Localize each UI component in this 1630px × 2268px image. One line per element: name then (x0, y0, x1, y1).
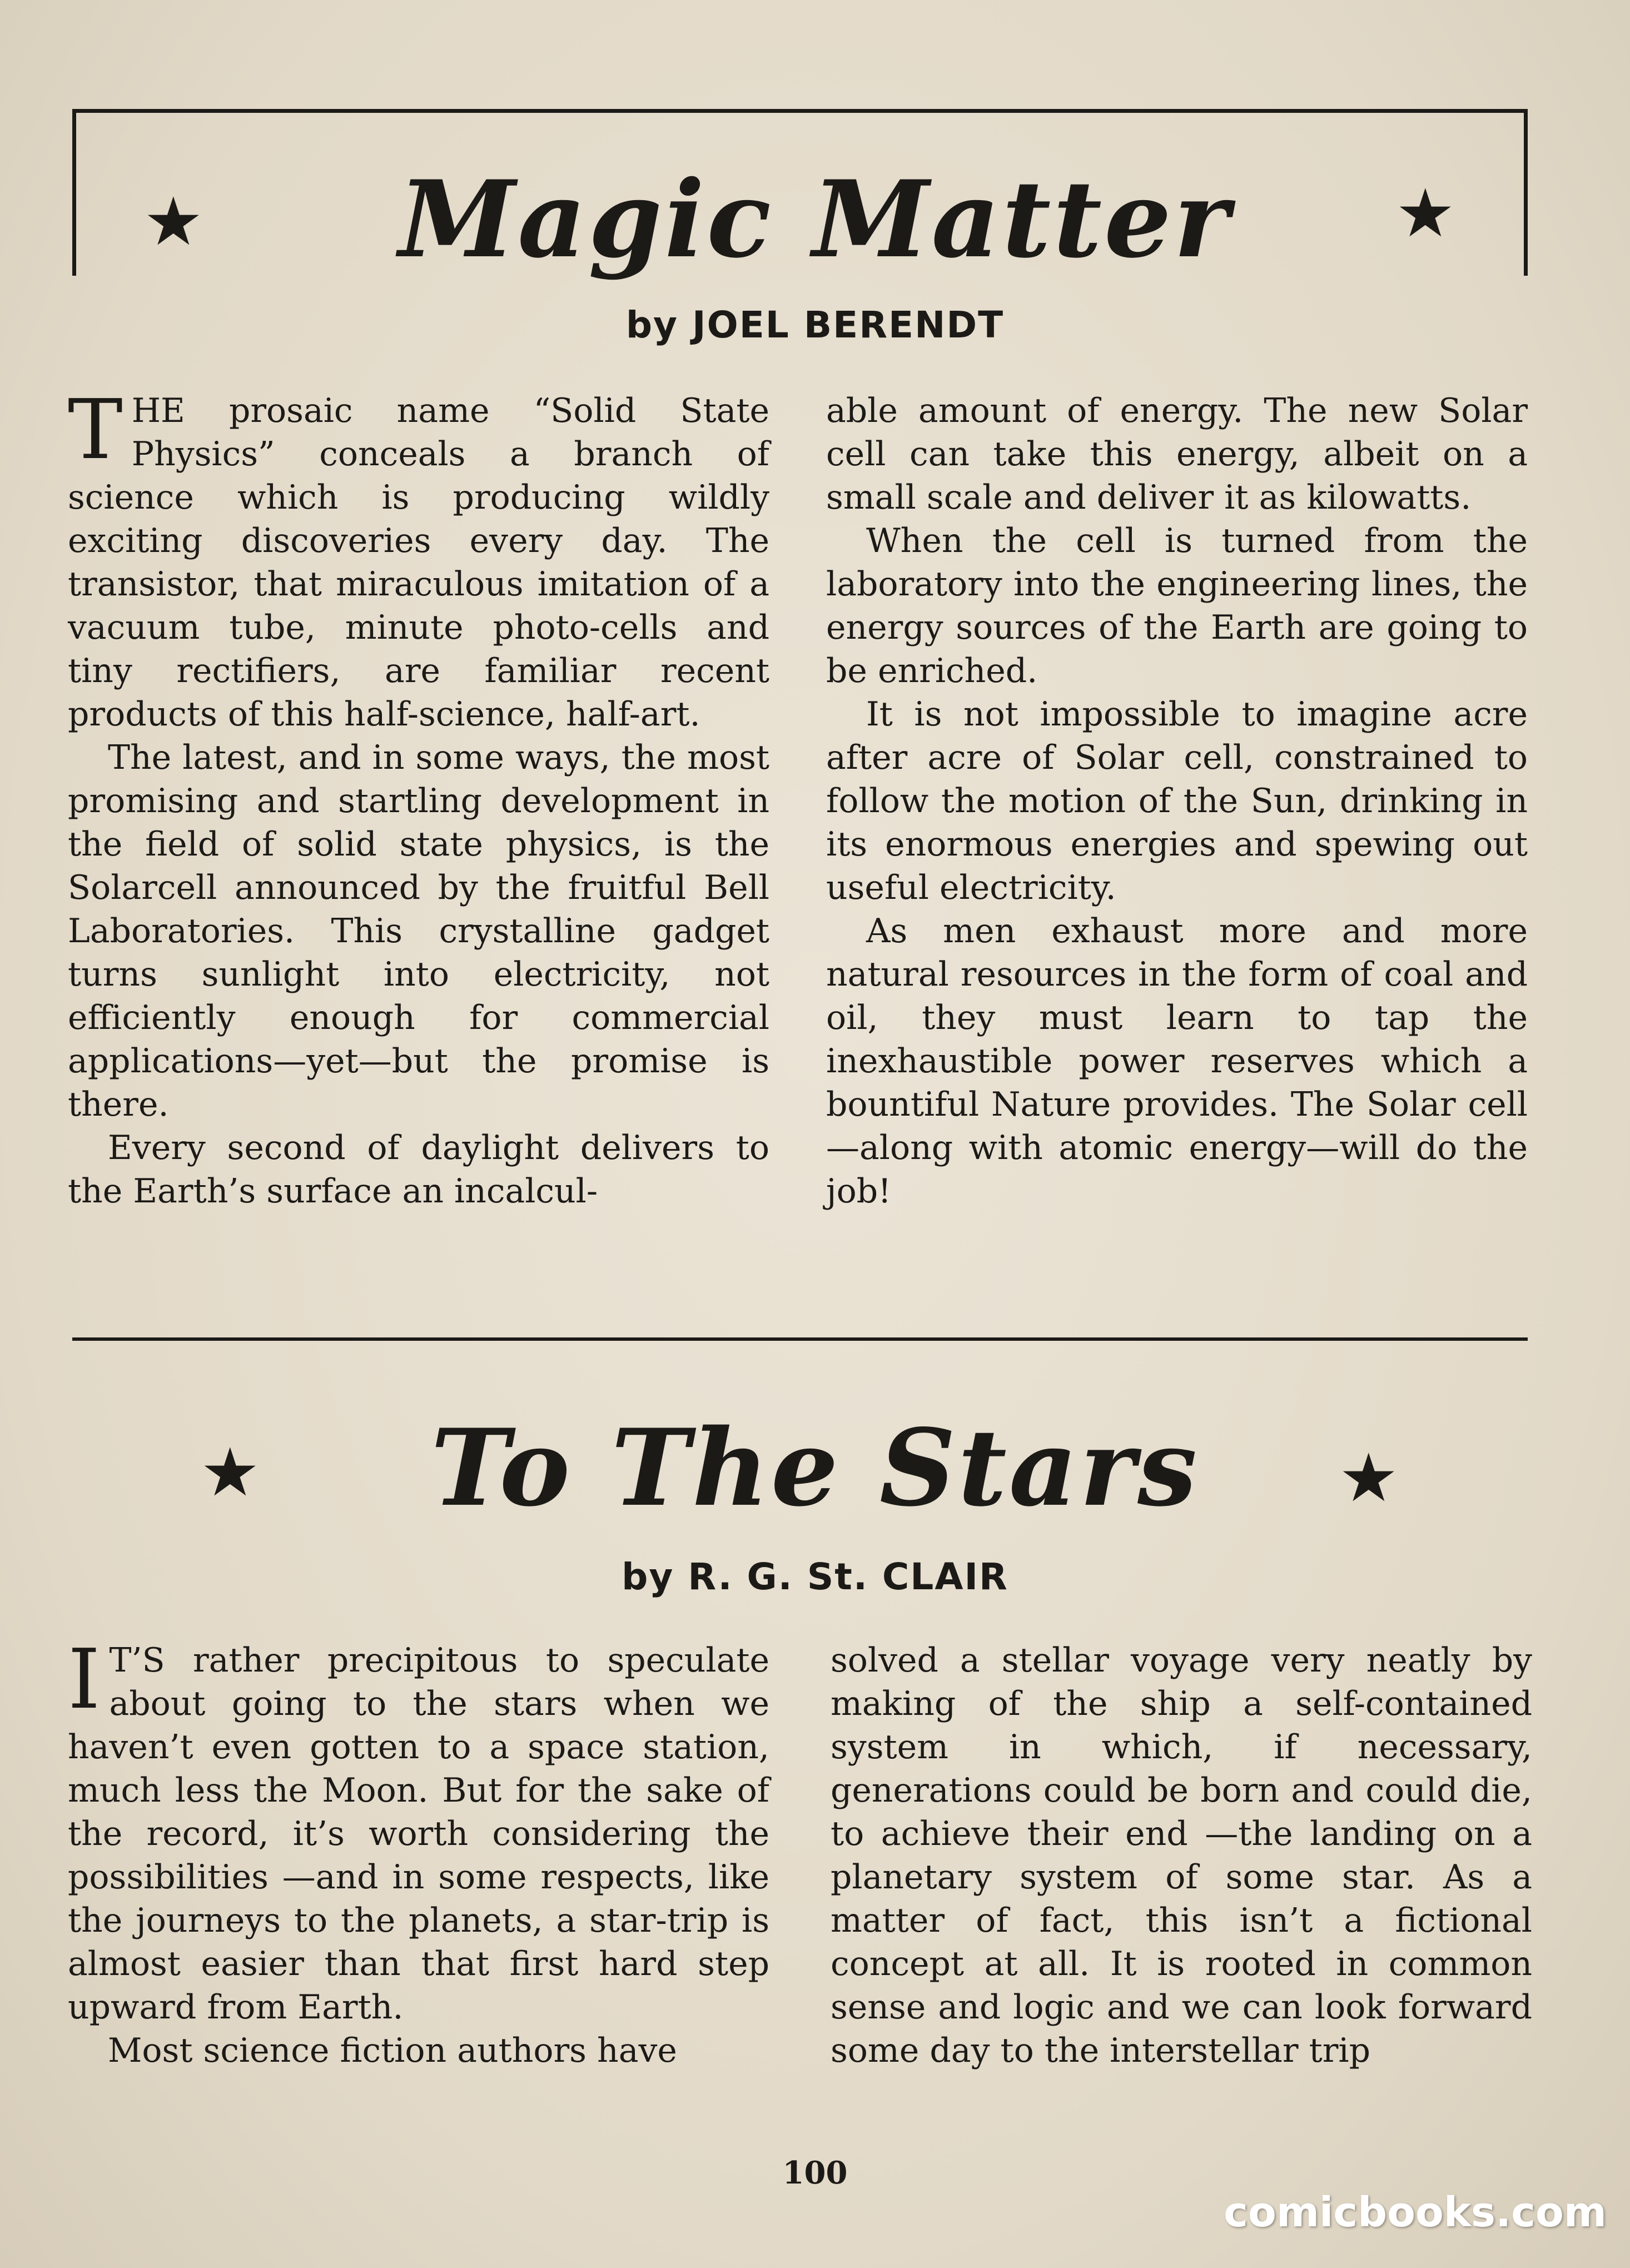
paragraph: It is not impossible to imagine acre after acre of Solar cell, constrained to follow the motion of the Sun, drinking in its enormous energies and spewing out useful electricity. (826, 695, 1528, 907)
drop-cap: T (68, 382, 123, 478)
article2-right-column (831, 1639, 1532, 2072)
article-title: Magic Matter (398, 157, 1232, 281)
paragraph: Most science fiction authors have (108, 2031, 677, 2070)
header-frame-top (72, 109, 1528, 113)
paragraph: solved a stellar voyage very neatly by making of the ship a self-contained system in which, if necessary, generations could be born and could die, to achieve their end —the landing on a planetary system of some star. As a matter of fact, this isn’t a fictional concept at all. It is rooted in common sense and logic and we can look forward some day to the interstellar trip (831, 1641, 1532, 2070)
page-number: 100 (782, 2155, 848, 2191)
star-icon: ★ (143, 183, 203, 261)
article1-left-column (68, 382, 769, 1213)
section-divider (72, 1337, 1528, 1341)
star-icon: ★ (1339, 1440, 1399, 1517)
paragraph: I T’S rather precipitous to speculate about going to the stars when we haven’t even gotten to a space station, much less the Moon. But for the sake of the record, it’s worth considering the possibilities —and in some respects, like the journeys to the planets, a star-trip is almost easier than that first hard step upward from Earth. (68, 1632, 769, 2027)
article1-right-column (826, 389, 1528, 1213)
paragraph: When the cell is turned from the laboratory into the engineering lines, the energy sources of the Earth are going to be enriched. (826, 521, 1528, 690)
article-byline: by JOEL BERENDT (625, 304, 1005, 346)
paragraph: Every second of daylight delivers to the Earth’s surface an incalcul- (68, 1128, 769, 1211)
drop-cap: I (68, 1632, 101, 1727)
paragraph: able amount of energy. The new Solar cell can take this energy, albeit on a small scale and deliver it as kilowatts. (826, 391, 1528, 517)
star-icon: ★ (200, 1434, 260, 1511)
star-icon: ★ (1395, 175, 1455, 252)
article2-left-column (68, 1632, 769, 2072)
paragraph: The latest, and in some ways, the most promising and startling development in the field of solid state physics, is the Solarcell announced by the fruitful Bell Laboratories. This crystalline gadget turns sunlight into electricity, not efficiently enough for commercial applications—yet—but the promise is there. (68, 738, 769, 1124)
watermark: comicbooks.com (1224, 2189, 1607, 2236)
paragraph: As men exhaust more and more natural resources in the form of coal and oil, they must learn to tap the inexhaustible power reserves which a bountiful Nature provides. The Solar cell—along with atomic energy—will do the job! (826, 912, 1528, 1211)
article-title: To The Stars (430, 1406, 1200, 1530)
article-byline: by R. G. St. CLAIR (622, 1555, 1008, 1598)
paragraph: THE prosaic name “Solid State Physics” conceals a branch of science which is producing wildly exciting discoveries every day. The transistor, that miraculous imitation of a vacuum tube, minute photo-cells and tiny rectifiers, are familiar recent products of this half-science, half-art. (68, 382, 769, 734)
